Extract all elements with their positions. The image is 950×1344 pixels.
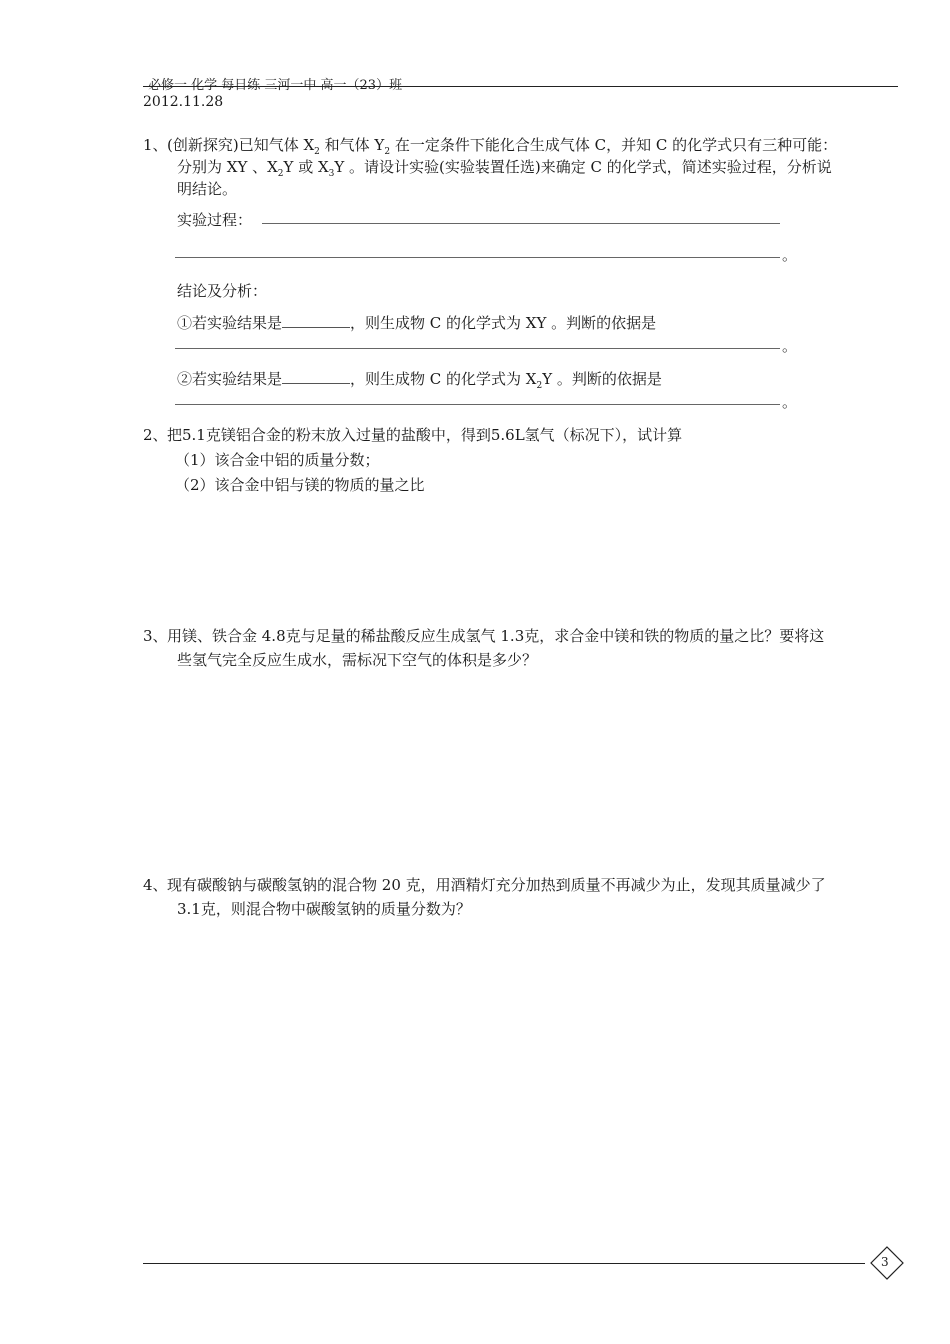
header-title: 必修一 化学 每日练 三河一中 高一（23）班 [148,78,403,93]
q1-line1: (创新探究)已知气体 $X_2$ 和气体 $Y_2$ 在一定条件下能化合生成气体 C，并知 C 的化学式只有三种可能： [167,136,838,157]
fill-blank[interactable] [282,313,350,328]
q3-number: 3、 [143,627,168,645]
q1-line3: 明结论。 [177,180,238,198]
footer-rule [143,1263,865,1264]
q1-conclusion-label: 结论及分析： [177,282,268,300]
q4-number: 4、 [143,876,168,894]
period-mark: 。 [782,246,798,264]
answer-line[interactable] [262,223,780,224]
answer-line[interactable] [175,404,780,405]
q1-case2: ②若实验结果是 ，则生成物 C 的化学式为 $X_2Y$ 。判断的依据是 [177,370,662,391]
q2-sub2: （2）该合金中铝与镁的物质的量之比 [175,476,425,494]
fill-blank[interactable] [282,369,350,384]
header-date: 2012.11.28 [143,94,224,110]
q3-line1: 用镁、铁合金 4.8克与足量的稀盐酸反应生成氢气 1.3克，求合金中镁和铁的物质的量之比？要将这 [167,627,825,645]
header-rule [143,86,898,87]
page-number-badge [870,1246,904,1280]
q2-number: 2、 [143,426,168,444]
q1-process-label: 实验过程： [177,211,253,229]
q3-line2: 些氢气完全反应生成水，需标况下空气的体积是多少？ [177,651,538,669]
period-mark: 。 [782,337,798,355]
q2-sub1: （1）该合金中铝的质量分数； [175,451,380,469]
q4-line2: 3.1克，则混合物中碳酸氢钠的质量分数为？ [177,900,471,918]
q4-line1: 现有碳酸钠与碳酸氢钠的混合物 20 克，用酒精灯充分加热到质量不再减少为止，发现其质量减少了 [167,876,826,894]
answer-line[interactable] [175,257,780,258]
page-number: 3 [881,1255,889,1269]
q1-line2: 分别为 XY 、$X_2Y$ 或 $X_3Y$ 。请设计实验(实验装置任选)来确定 C 的化学式，简述实验过程，分析说 [177,158,832,179]
answer-line[interactable] [175,348,780,349]
period-mark: 。 [782,393,798,411]
q1-case1: ①若实验结果是 ，则生成物 C 的化学式为 XY 。判断的依据是 [177,314,657,332]
q2-text: 把5.1克镁铝合金的粉末放入过量的盐酸中，得到5.6L氢气（标况下），试计算 [167,426,683,444]
q1-number: 1、 [143,136,168,154]
